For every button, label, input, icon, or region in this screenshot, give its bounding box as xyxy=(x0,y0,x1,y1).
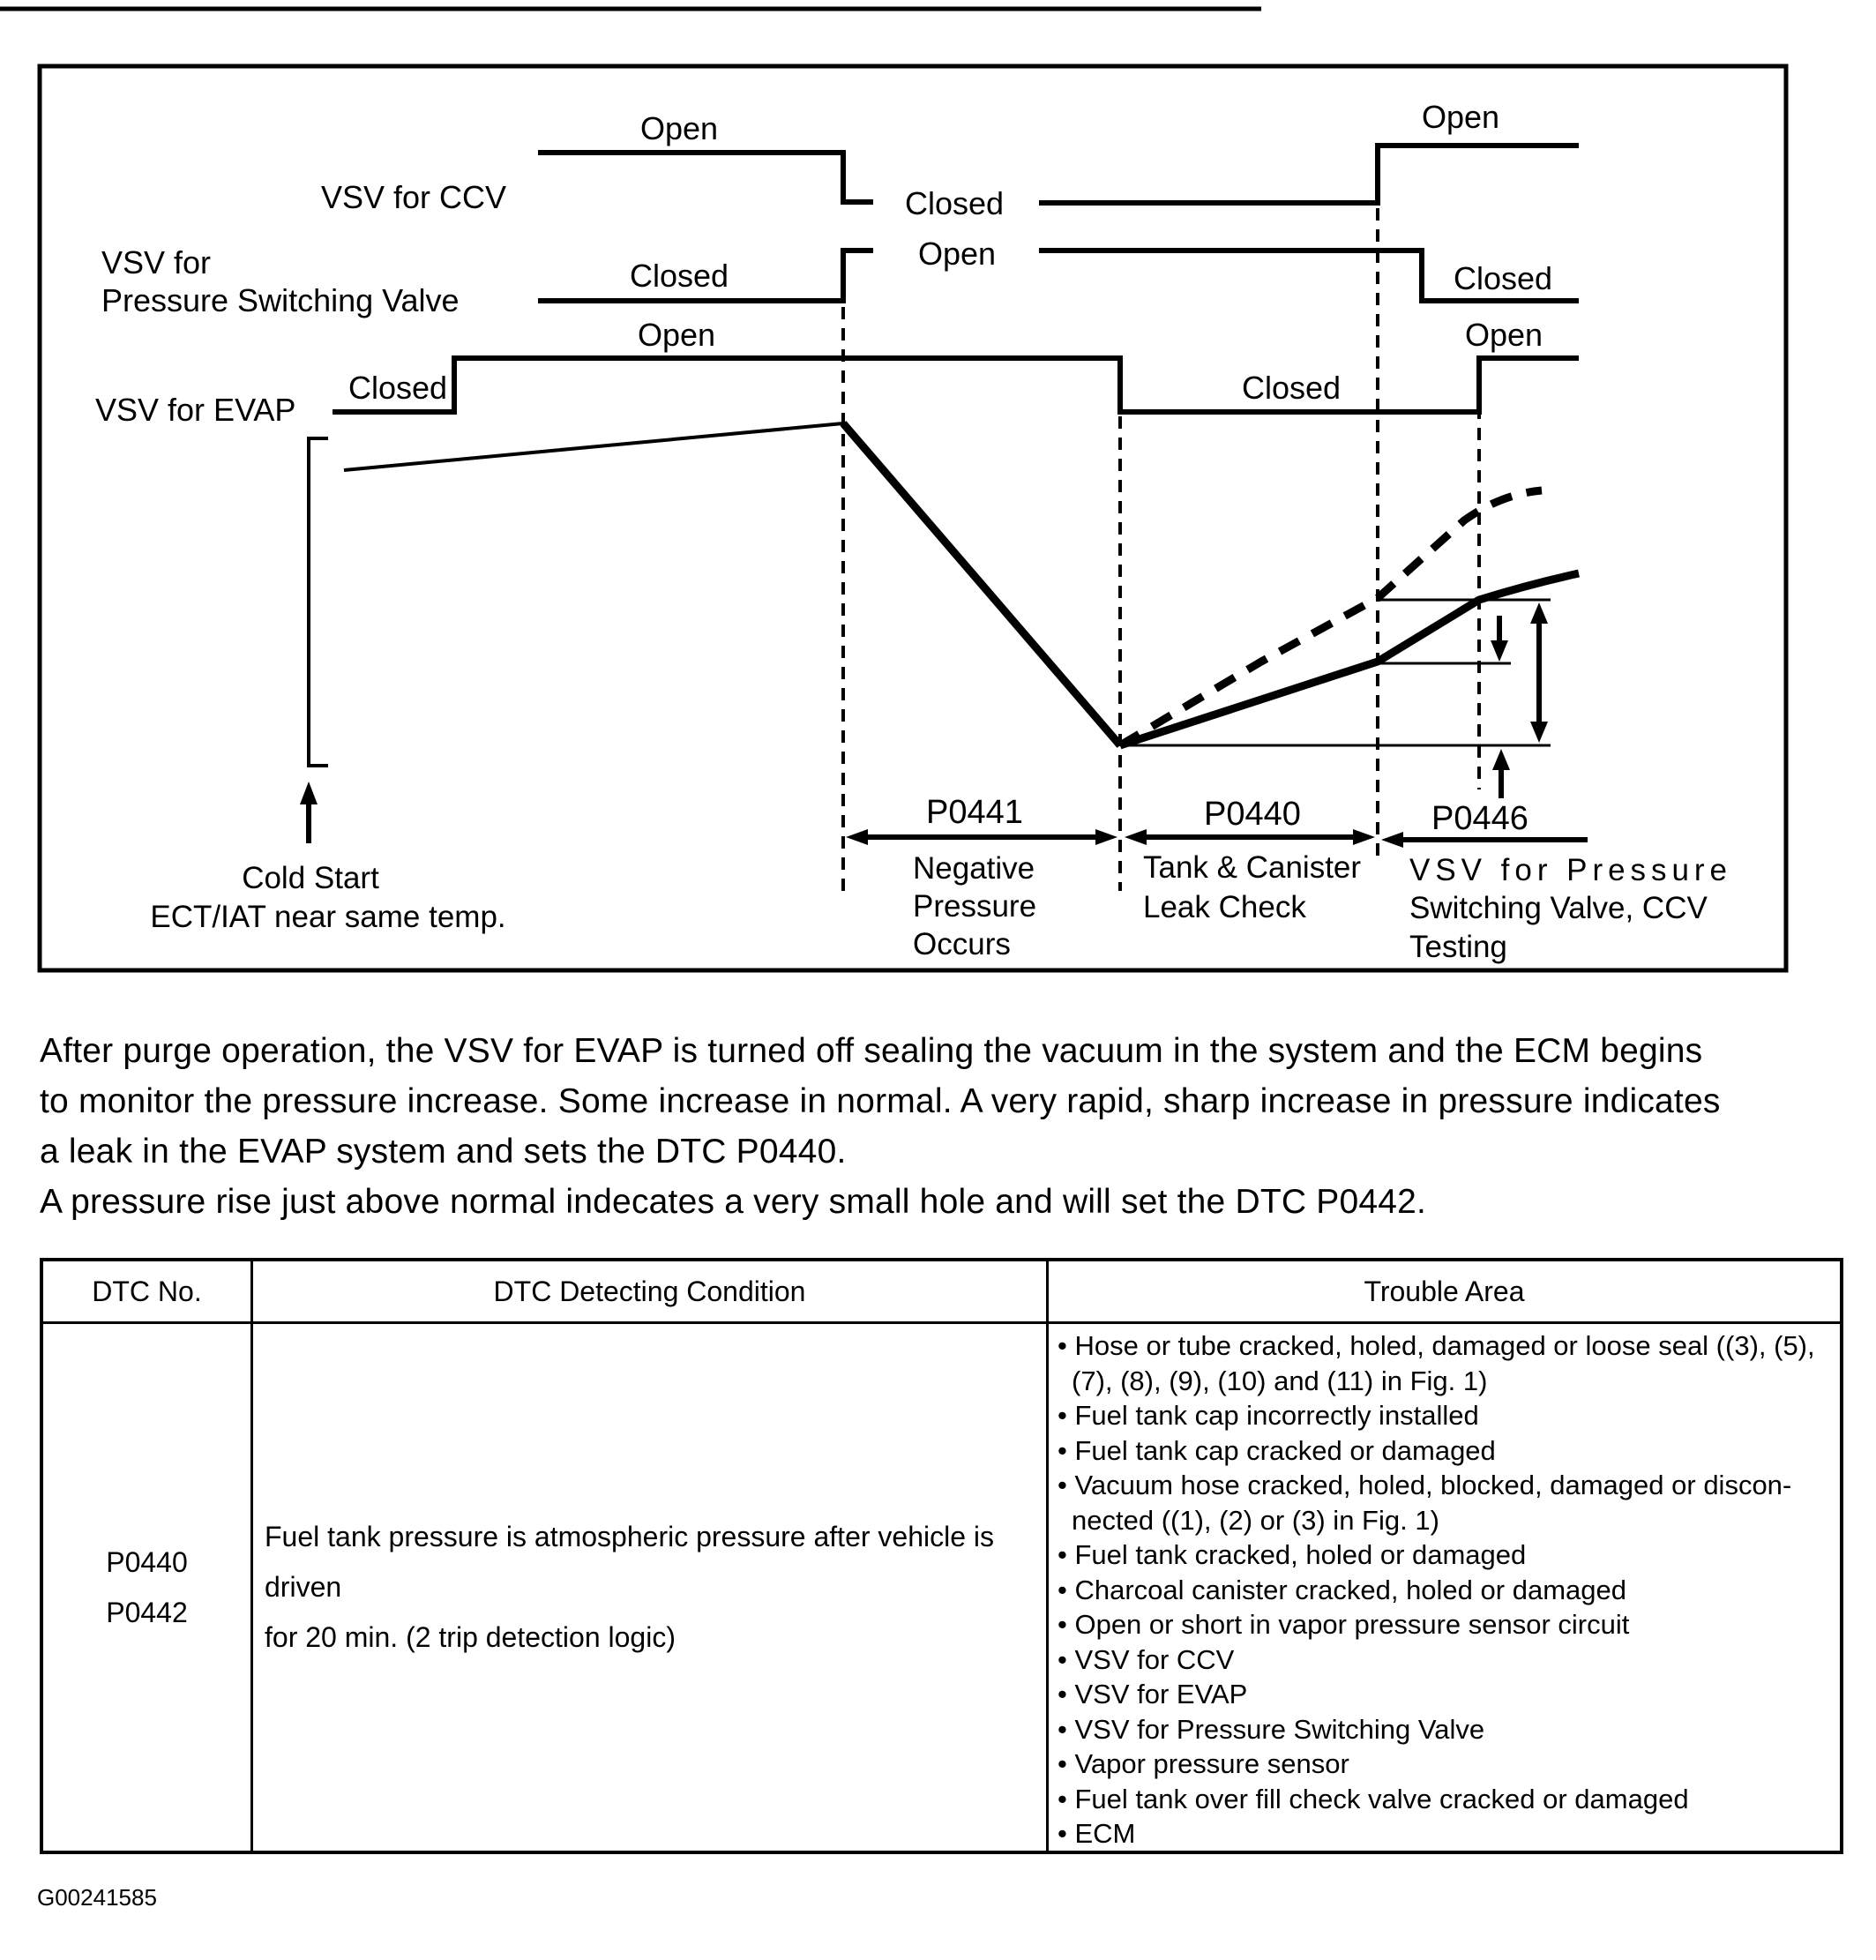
trouble-item: • Charcoal canister cracked, holed or damaged xyxy=(1058,1574,1626,1605)
psv-closed2-label: Closed xyxy=(1453,260,1553,296)
ccv-open2-label: Open xyxy=(1421,99,1500,135)
cold-start-bracket xyxy=(309,438,328,766)
evap-trace xyxy=(333,358,1579,412)
trouble-item: • VSV for CCV xyxy=(1058,1643,1235,1675)
phase-p0441-arrow xyxy=(846,829,1117,845)
trouble-item: • Fuel tank cap cracked or damaged xyxy=(1058,1434,1496,1466)
evap-closed1-label: Closed xyxy=(348,370,448,406)
dtc-number: P0442 xyxy=(106,1596,188,1628)
pressure-curve-rise xyxy=(344,423,843,470)
evap-open1-label: Open xyxy=(637,317,716,353)
psv-label-line2: Pressure Switching Valve xyxy=(101,282,460,318)
phase-p0441-desc1: Negative xyxy=(913,851,1035,886)
description-paragraph xyxy=(40,1026,1848,1227)
evap-open2-label: Open xyxy=(1464,317,1543,353)
ccv-trace xyxy=(538,146,1579,203)
ccv-label: VSV for CCV xyxy=(320,179,506,215)
phase-p0446-desc3: Testing xyxy=(1409,930,1507,964)
trouble-item: • VSV for Pressure Switching Valve xyxy=(1058,1713,1485,1745)
dtc-table xyxy=(40,1258,1843,1854)
paragraph-line: to monitor the pressure increase. Some increase in normal. A very rapid, sharp increase in pressure indicates xyxy=(40,1082,1721,1120)
figure-id: G00241585 xyxy=(37,1884,157,1911)
paragraph-line: A pressure rise just above normal indecates a very small hole and will set the DTC P0442. xyxy=(40,1183,1427,1221)
condition-line: Fuel tank pressure is atmospheric pressure after vehicle is driven xyxy=(265,1521,995,1604)
cold-start-line2: ECT/IAT near same temp. xyxy=(150,900,506,934)
header-dtc-no: DTC No. xyxy=(43,1261,250,1324)
cell-trouble-area xyxy=(1046,1324,1840,1852)
header-trouble-area: Trouble Area xyxy=(1046,1261,1840,1324)
phase-p0441-code: P0441 xyxy=(926,794,1023,831)
trouble-item: • Vacuum hose cracked, holed, blocked, damaged or discon- xyxy=(1058,1470,1792,1500)
evap-closed2-label: Closed xyxy=(1241,370,1342,406)
cold-start-up-arrow xyxy=(300,782,318,843)
phase-p0446-desc2: Switching Valve, CCV xyxy=(1409,891,1708,925)
trouble-item: • Fuel tank cracked, holed or damaged xyxy=(1058,1539,1527,1570)
trouble-item: • Hose or tube cracked, holed, damaged or loose seal ((3), (5), xyxy=(1058,1330,1815,1361)
ccv-closed-label: Closed xyxy=(904,185,1005,221)
up-arrow xyxy=(1492,749,1510,798)
pressure-curve-main xyxy=(843,423,1579,745)
phase-p0440-desc2: Leak Check xyxy=(1143,890,1306,924)
psv-open-label: Open xyxy=(917,236,997,272)
trouble-item: • Vapor pressure sensor xyxy=(1058,1748,1349,1779)
trouble-item: • ECM xyxy=(1058,1818,1136,1849)
evap-label: VSV for EVAP xyxy=(95,392,296,428)
down-arrow xyxy=(1491,616,1508,662)
condition-line: for 20 min. (2 trip detection logic) xyxy=(265,1621,676,1654)
ccv-open1-label: Open xyxy=(639,110,719,146)
header-detecting-condition: DTC Detecting Condition xyxy=(250,1261,1046,1324)
trouble-item: • Fuel tank cap incorrectly installed xyxy=(1058,1400,1479,1431)
trouble-item-continuation: (7), (8), (9), (10) and (11) in Fig. 1) xyxy=(1072,1365,1488,1396)
cold-start-line1: Cold Start xyxy=(242,861,379,895)
phase-p0446-desc1: VSV for Pressure xyxy=(1409,853,1727,887)
paragraph-line: a leak in the EVAP system and sets the DTC P0440. xyxy=(40,1133,847,1171)
double-vertical-arrow xyxy=(1530,602,1548,743)
paragraph-line: After purge operation, the VSV for EVAP is turned off sealing the vacuum in the system and the ECM begins xyxy=(40,1032,1703,1070)
trouble-item-continuation: nected ((1), (2) or (3) in Fig. 1) xyxy=(1072,1504,1439,1536)
trouble-item: • Open or short in vapor pressure sensor circuit xyxy=(1058,1609,1630,1640)
psv-label-line1: VSV for xyxy=(101,244,212,281)
phase-p0446-code: P0446 xyxy=(1431,800,1528,837)
trouble-item: • Fuel tank over fill check valve cracked or damaged xyxy=(1058,1783,1689,1814)
phase-p0440-code: P0440 xyxy=(1204,796,1301,833)
phase-p0441-desc3: Occurs xyxy=(913,927,1011,961)
phase-p0440-desc1: Tank & Canister xyxy=(1143,850,1362,885)
cell-dtc-numbers xyxy=(43,1324,250,1852)
cell-detecting-condition xyxy=(250,1324,1046,1852)
trouble-item: • VSV for EVAP xyxy=(1058,1679,1248,1709)
dtc-number: P0440 xyxy=(106,1545,188,1578)
phase-p0441-desc2: Pressure xyxy=(913,889,1037,924)
psv-closed1-label: Closed xyxy=(629,258,729,294)
